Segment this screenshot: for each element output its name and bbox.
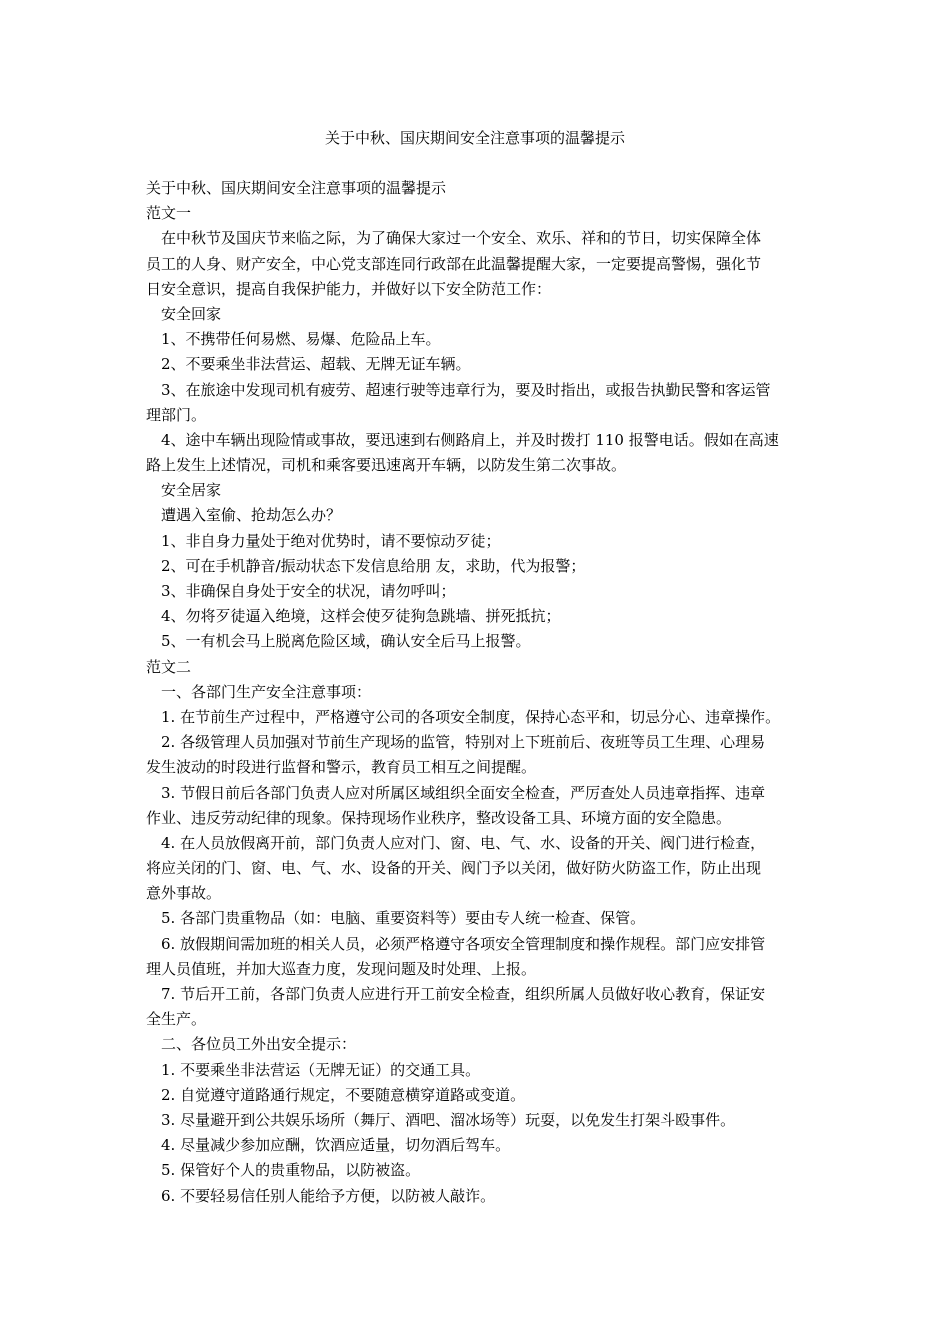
document-body [146,176,826,1209]
text-line: 2. 自觉遵守道路通行规定，不要随意横穿道路或变道。 [161,1085,526,1104]
text-line: 范文一 [146,204,192,223]
text-line: 将应关闭的门、窗、电、气、水、设备的开关、阀门予以关闭，做好防火防盗工作，防止出现 [146,859,762,878]
text-line: 1. 在节前生产过程中，严格遵守公司的各项安全制度，保持心态平和，切忌分心、违章操作。 [161,707,781,726]
text-line: 4、勿将歹徒逼入绝境，这样会使歹徒狗急跳墙、拼死抵抗； [161,607,561,626]
text-line: 6. 不要轻易信任别人能给予方便，以防被人敲诈。 [161,1186,496,1205]
text-line: 1. 不要乘坐非法营运（无牌无证）的交通工具。 [161,1060,481,1079]
text-line: 关于中秋、国庆期间安全注意事项的温馨提示 [146,179,447,197]
text-line: 意外事故。 [146,884,222,903]
text-line: 理部门。 [146,405,207,424]
text-line: 安全居家 [161,481,222,500]
text-line: 在中秋节及国庆节来临之际，为了确保大家过一个安全、欢乐、祥和的节日，切实保障全体 [161,229,762,248]
text-line: 3、非确保自身处于安全的状况，请勿呼叫； [161,582,456,600]
text-line: 遭遇入室偷、抢劫怎么办？ [161,506,342,525]
text-line: 5. 各部门贵重物品（如：电脑、重要资料等）要由专人统一检查、保管。 [161,909,646,928]
text-line: 2、可在手机静音/振动状态下发信息给朋 友，求助，代为报警； [161,556,586,575]
text-line: 4. 在人员放假离开前，部门负责人应对门、窗、电、气、水、设备的开关、阀门进行检查， [161,833,766,852]
text-line: 3. 节假日前后各部门负责人应对所属区域组织全面安全检查，严厉查处人员违章指挥、违章 [161,783,766,802]
text-line: 1、非自身力量处于绝对优势时，请不要惊动歹徒； [161,531,501,550]
text-line: 安全回家 [161,304,222,323]
text-line: 二、各位员工外出安全提示： [161,1035,357,1054]
text-line: 5. 保管好个人的贵重物品，以防被盗。 [161,1161,421,1180]
text-line: 日安全意识，提高自我保护能力，并做好以下安全防范工作： [146,279,552,298]
text-line: 发生波动的时段进行监督和警示，教育员工相互之间提醒。 [146,758,537,777]
text-line: 全生产。 [146,1010,207,1029]
text-line: 一、各部门生产安全注意事项： [161,682,372,701]
text-line: 范文二 [146,657,192,676]
text-line: 3. 尽量避开到公共娱乐场所（舞厅、酒吧、溜冰场等）玩耍，以免发生打架斗殴事件。 [161,1110,736,1129]
text-line: 路上发生上述情况，司机和乘客要迅速离开车辆，以防发生第二次事故。 [146,456,627,475]
text-line: 4. 尽量减少参加应酬，饮酒应适量，切勿酒后驾车。 [161,1136,511,1155]
text-line: 3、在旅途中发现司机有疲劳、超速行驶等违章行为，要及时指出，或报告执勤民警和客运管 [161,380,771,399]
text-line: 5、一有机会马上脱离危险区域，确认安全后马上报警。 [161,632,531,651]
text-line: 理人员值班，并加大巡查力度，发现问题及时处理、上报。 [146,959,537,978]
text-line: 6. 放假期间需加班的相关人员，必须严格遵守各项安全管理制度和操作规程。部门应安排管 [161,934,766,953]
text-line: 2. 各级管理人员加强对节前生产现场的监管，特别对上下班前后、夜班等员工生理、心理易 [161,733,766,752]
text-line: 2、不要乘坐非法营运、超载、无牌无证车辆。 [161,355,471,374]
text-line: 7. 节后开工前，各部门负责人应进行开工前安全检查，组织所属人员做好收心教育，保证安 [161,985,766,1003]
text-line: 4、途中车辆出现险情或事故，要迅速到右侧路肩上，并及时拨打 110 报警电话。假如在高速 [161,430,779,449]
text-line: 作业、违反劳动纪律的现象。保持现场作业秩序，整改设备工具、环境方面的安全隐患。 [146,808,732,827]
document-title: 关于中秋、国庆期间安全注意事项的温馨提示 [324,129,625,147]
text-line: 员工的人身、财产安全，中心党支部连同行政部在此温馨提醒大家，一定要提高警惕，强化节 [146,254,762,273]
text-line: 1、不携带任何易燃、易爆、危险品上车。 [161,330,441,349]
